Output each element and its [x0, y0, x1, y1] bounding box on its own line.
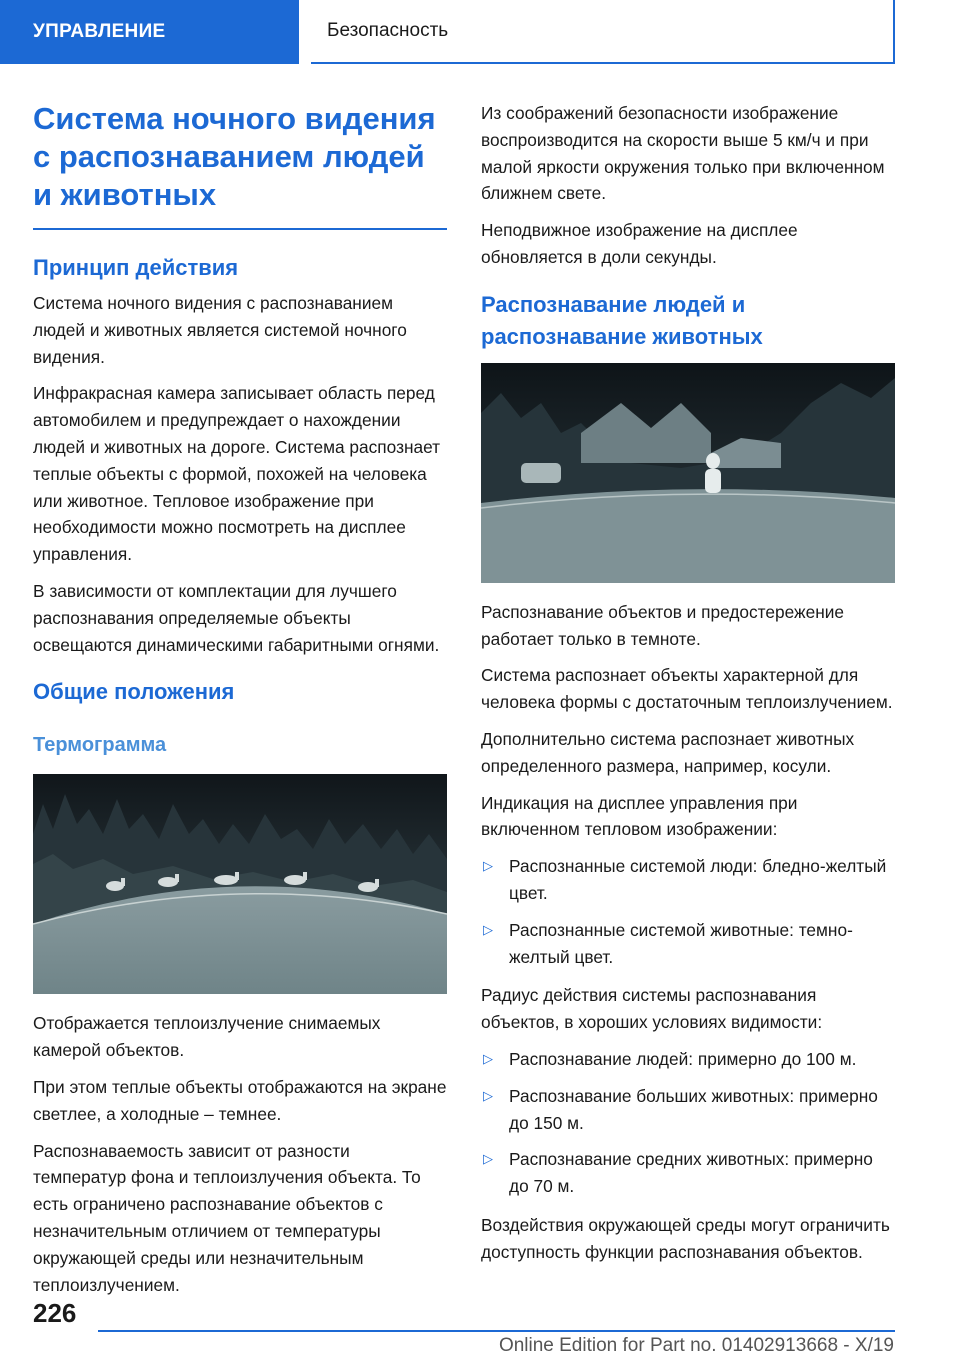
triangle-bullet-icon: ▷: [483, 1151, 493, 1167]
right-paragraph-7: Радиус действия системы распознавания объектов, в хороших условиях видимости:: [481, 985, 823, 1033]
principle-heading: Принцип действия: [33, 255, 239, 280]
triangle-bullet-icon: ▷: [483, 921, 493, 937]
right-column: [481, 100, 895, 1276]
thermogram-paragraph-1: Отображается теплоизлучение снимаемых камерой объектов.: [33, 1013, 381, 1061]
thermogram-paragraph-3: Распознаваемость зависит от разности температур фона и теплоизлучения объекта. То есть ограничено распознавание объектов с незначительным отличием от температуры окружающей среды или незначительным теплоизлучением.: [33, 1140, 421, 1295]
list-item: ▷ Распознанные системой животные: темно-желтый цвет.: [481, 917, 895, 971]
principle-paragraph-1: Система ночного видения с распознаванием людей и животных является системой ночного видения.: [33, 293, 407, 367]
header-section-tab: УПРАВЛЕНИЕ: [0, 0, 299, 64]
footer-edition: Online Edition for Part no. 01402913668 - X/19: [498, 1335, 894, 1356]
triangle-bullet-icon: ▷: [483, 858, 493, 874]
right-paragraph-4: Система распознает объекты характерной для человека формы с достаточным теплоизлучением.: [481, 665, 893, 713]
right-paragraph-2: Неподвижное изображение на дисплее обновляется в доли секунды.: [481, 220, 798, 267]
indication-list: [481, 853, 895, 970]
title-divider: [33, 228, 447, 230]
right-paragraph-6: Индикация на дисплее управления при включенном тепловом изображении:: [481, 792, 798, 840]
list-item: ▷ Распознанные системой люди: бледно-желтый цвет.: [481, 853, 895, 907]
thermogram-road-image: [481, 363, 895, 583]
triangle-bullet-icon: ▷: [483, 1050, 493, 1066]
triangle-bullet-icon: ▷: [483, 1087, 493, 1103]
general-heading: Общие положения: [33, 679, 235, 705]
left-column: [33, 100, 447, 1308]
list-item: ▷ Распознавание средних животных: примерно до 70 м.: [481, 1146, 895, 1200]
thermogram-heading: Термограмма: [33, 734, 167, 757]
thermogram-animals-image: [33, 774, 447, 994]
list-item: ▷ Распознавание больших животных: примерно до 150 м.: [481, 1083, 895, 1137]
right-paragraph-3: Распознавание объектов и предостережение работает только в темноте.: [481, 601, 845, 649]
page-number: 226: [33, 1298, 77, 1328]
right-paragraph-1: Из соображений безопасности изображение воспроизводится на скорости выше 5 км/ч и при малой яркости окружения только при включенном ближнем свете.: [481, 103, 885, 204]
range-list: [481, 1046, 895, 1200]
recognition-heading: Распознавание людей и распознавание животных: [481, 291, 763, 349]
header-subsection: Безопасность: [311, 0, 895, 64]
footer-divider: [98, 1330, 895, 1332]
page-title: Система ночного видения с распознаванием людей и животных: [33, 101, 436, 212]
right-paragraph-5: Дополнительно система распознает животных определенного размера, например, косули.: [481, 728, 855, 776]
thermogram-paragraph-2: При этом теплые объекты отображаются на экране светлее, а холодные – темнее.: [33, 1076, 447, 1124]
principle-paragraph-3: В зависимости от комплектации для лучшего распознавания определяемые объекты освещаются динамическими габаритными огнями.: [33, 580, 440, 655]
list-item: ▷ Распознавание людей: примерно до 100 м.: [481, 1046, 895, 1073]
right-paragraph-8: Воздействия окружающей среды могут ограничить доступность функции распознавания объектов.: [481, 1214, 890, 1262]
principle-paragraph-2: Инфракрасная камера записывает область перед автомобилем и предупреждает о нахождении людей и животных на дороге. Система распознает теплые объекты с формой, похожей на человека или животное. Тепловое изображение при необходимости можно посмотреть на дисплее управления.: [33, 383, 441, 565]
